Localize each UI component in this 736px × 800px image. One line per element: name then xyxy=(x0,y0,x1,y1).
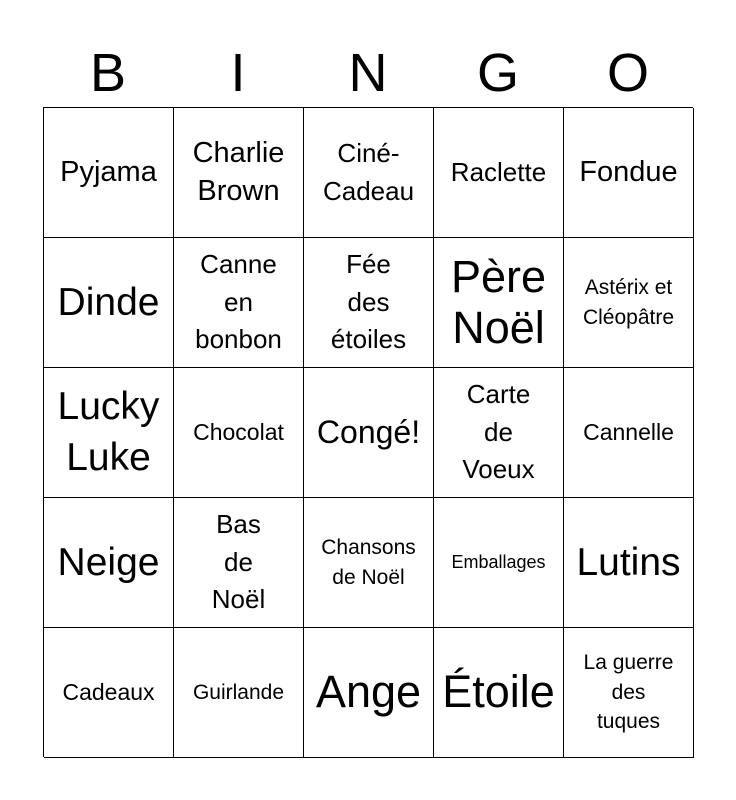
cell-text: Cadeaux xyxy=(62,678,155,705)
bingo-cell-r4c4[interactable] xyxy=(434,498,564,628)
cell-text: Fée des étoiles xyxy=(330,248,407,355)
cell-text: Bas de Noël xyxy=(211,508,266,615)
cell-text: Carte de Voeux xyxy=(462,378,535,485)
bingo-cell-r3c5[interactable] xyxy=(564,368,694,498)
cell-text: Lucky Luke xyxy=(57,384,160,479)
bingo-cell-r4c3[interactable] xyxy=(304,498,434,628)
cell-text: Chocolat xyxy=(193,418,284,445)
cell-text: Ciné- Cadeau xyxy=(322,137,415,206)
header-letter-b: B xyxy=(89,43,127,103)
bingo-cell-r3c3[interactable] xyxy=(304,368,434,498)
cell-text: Charlie Brown xyxy=(192,136,285,207)
bingo-cell-r5c3[interactable] xyxy=(304,628,434,758)
header-letter-g: G xyxy=(476,43,519,103)
cell-text: Emballages xyxy=(451,551,546,572)
bingo-cell-r5c5[interactable] xyxy=(564,628,694,758)
cell-text: Dinde xyxy=(57,280,160,324)
cell-text: Chansons de Noël xyxy=(321,536,416,589)
bingo-cell-r5c1[interactable] xyxy=(44,628,174,758)
cell-text: Congé! xyxy=(316,414,421,451)
cell-text: Astérix et Cléopâtre xyxy=(582,276,675,329)
cell-text: Canne en bonbon xyxy=(195,248,282,355)
cell-text: Pyjama xyxy=(60,155,157,188)
bingo-cell-r2c4[interactable] xyxy=(434,238,564,368)
bingo-cell-r3c1[interactable] xyxy=(44,368,174,498)
bingo-cell-r4c1[interactable] xyxy=(44,498,174,628)
header-letter-n: N xyxy=(348,43,388,103)
cell-text: Fondue xyxy=(579,155,678,188)
cell-text: La guerre des tuques xyxy=(583,651,674,734)
cell-text: Étoile xyxy=(442,666,555,718)
bingo-cell-r5c2[interactable] xyxy=(174,628,304,758)
bingo-cell-r3c2[interactable] xyxy=(174,368,304,498)
bingo-cell-r1c5[interactable] xyxy=(564,108,694,238)
cell-text: Lutins xyxy=(576,540,681,584)
bingo-cell-r1c4[interactable] xyxy=(434,108,564,238)
bingo-cell-r5c4[interactable] xyxy=(434,628,564,758)
bingo-cell-r2c1[interactable] xyxy=(44,238,174,368)
cell-text: Raclette xyxy=(450,156,547,187)
bingo-cell-r1c2[interactable] xyxy=(174,108,304,238)
bingo-cell-r2c5[interactable] xyxy=(564,238,694,368)
bingo-cell-r1c3[interactable] xyxy=(304,108,434,238)
bingo-cell-r2c2[interactable] xyxy=(174,238,304,368)
cell-text: Guirlande xyxy=(192,680,285,704)
cell-text: Ange xyxy=(315,666,422,718)
header-letter-i: I xyxy=(230,43,246,103)
bingo-cell-r2c3[interactable] xyxy=(304,238,434,368)
bingo-cell-r4c5[interactable] xyxy=(564,498,694,628)
bingo-cell-r1c1[interactable] xyxy=(44,108,174,238)
bingo-header xyxy=(43,40,693,106)
bingo-cell-r3c4[interactable] xyxy=(434,368,564,498)
cell-text: Cannelle xyxy=(583,418,674,445)
bingo-cell-r4c2[interactable] xyxy=(174,498,304,628)
header-letter-o: O xyxy=(606,43,649,103)
cell-text: Neige xyxy=(57,540,160,584)
cell-text: Père Noël xyxy=(450,251,547,353)
bingo-card xyxy=(43,107,693,757)
